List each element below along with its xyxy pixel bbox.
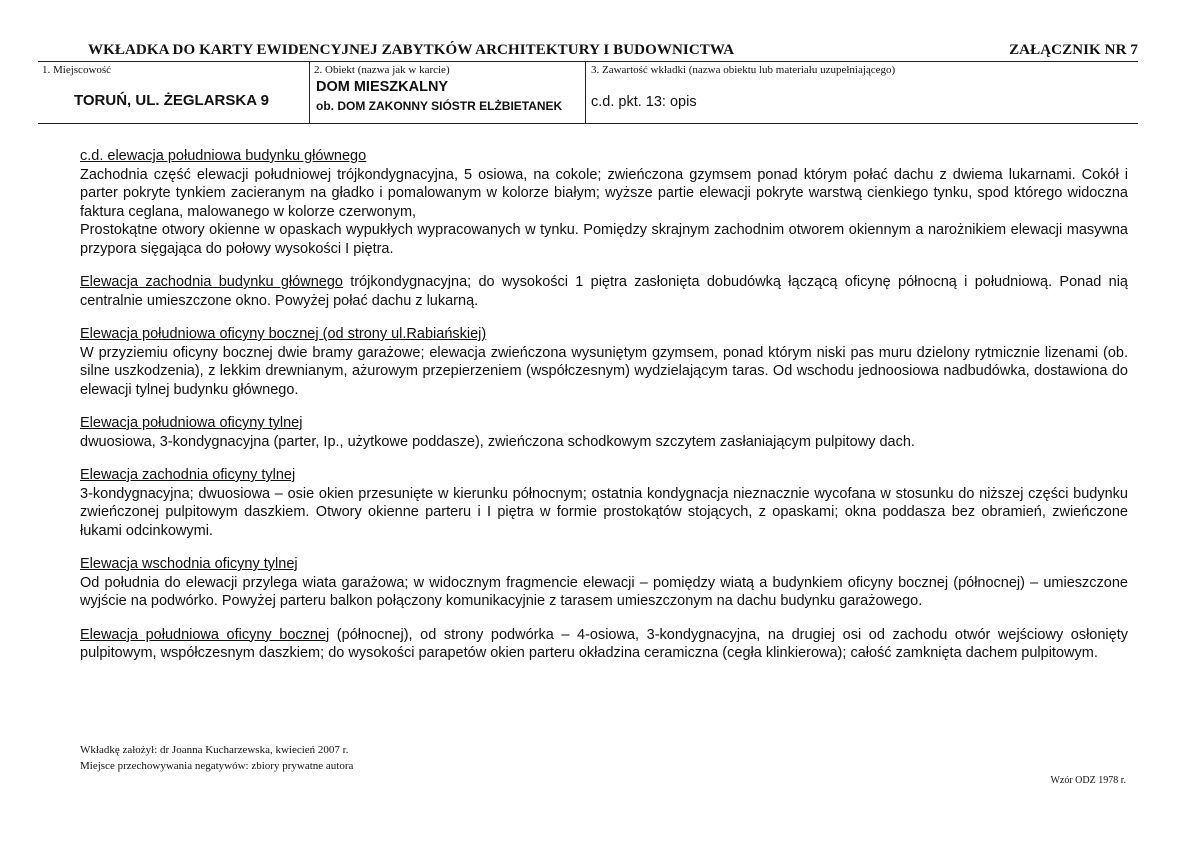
paragraph: (północnej), od strony podwórka – 4-osiowa, 3-kondygnacyjna, na drugiej osi od zachodu otwór wejściowy osłonięty pulpitowym, współczesnym daszkiem; do wysokości parapetów okien parteru okładzina ceramiczna (cegła klinkierowa); całość zamknięta dachem pulpitowym.	[80, 626, 1128, 661]
object-value-line-2: ob. DOM ZAKONNY SIÓSTR ELŻBIETANEK	[316, 99, 563, 113]
location-value: TORUŃ, UL. ŻEGLARSKA 9	[74, 92, 270, 109]
section-south-side-wing	[80, 325, 1128, 399]
paragraph: Prostokątne otwory okienne w opaskach wypukłych wypracowanych w tynku. Pomiędzy skrajnym zachodnim otworem okiennym a narożnikiem elewacji masywna przypora sięgająca do połowy wysokości I piętra.	[80, 222, 1128, 257]
contents-label: 3. Zawartość wkładki (nazwa obiektu lub materiału uzupełniającego)	[591, 64, 896, 76]
location-label: 1. Miejscowość	[42, 64, 112, 76]
template-note: Wzór ODZ 1978 r.	[1050, 775, 1126, 786]
section-heading: Elewacja południowa oficyny tylnej	[80, 415, 303, 431]
section-west-rear-wing	[80, 466, 1128, 540]
section-heading: Elewacja południowa oficyny bocznej (od strony ul.Rabiańskiej)	[80, 326, 487, 342]
section-heading: Elewacja zachodnia oficyny tylnej	[80, 467, 296, 483]
paragraph: trójkondygnacyjna; do wysokości 1 piętra zasłonięta dobudówką łączącą oficynę północną i południową. Ponad nią centralnie umieszczone okno. Powyżej połać dachu z lukarną.	[80, 274, 1128, 309]
table-top-line	[38, 61, 1138, 62]
section-south-rear-wing	[80, 414, 1128, 451]
table-bottom-line	[38, 123, 1138, 124]
section-heading: Elewacja zachodnia budynku głównego	[80, 274, 343, 290]
section-west-main	[80, 273, 1128, 310]
paragraph: W przyziemiu oficyny bocznej dwie bramy garażowe; elewacja zwieńczona wysuniętym gzymsem, ponad którym niski pas muru dzielony rytmicznie lizenami (ob. silne uszkodzenia), z lekkim drewnianym, ażurowym przepierzeniem (współczesnym) wydzielającym taras. Od wschodu jednoosiowa nadbudówka, dostawiona do elewacji tylnej budynku głównego.	[80, 344, 1128, 398]
page-title	[88, 42, 1138, 59]
attachment-number: ZAŁĄCZNIK NR 7	[1009, 42, 1138, 58]
contents-value: c.d. pkt. 13: opis	[591, 94, 697, 110]
negatives-storage-note: Miejsce przechowywania negatywów: zbiory prywatne autora	[80, 760, 354, 772]
table-divider-2	[585, 61, 586, 123]
section-east-rear-wing	[80, 555, 1128, 611]
section-heading: Elewacja południowa oficyny bocznej	[80, 626, 330, 643]
paragraph: 3-kondygnacyjna; dwuosiowa – osie okien przesunięte w kierunku północnym; ostatnia kondygnacja nieznacznie wycofana w stosunku do niższej części budynku zwieńczonej pulpitowym daszkiem. Otwory okienne parteru i I piętra w formie prostokątów stojących, z opaskami; okna poddasza bez obramień, zwieńczone łukami odcinkowymi.	[80, 485, 1128, 539]
paragraph: dwuosiowa, 3-kondygnacyjna (parter, Ip., użytkowe poddasze), zwieńczona schodkowym szczytem zasłaniającym pulpitowy dach.	[80, 433, 915, 450]
description-content	[80, 147, 1128, 678]
document-title: WKŁADKA DO KARTY EWIDENCYJNEJ ZABYTKÓW ARCHITEKTURY I BUDOWNICTWA	[88, 42, 735, 58]
section-south-main	[80, 147, 1128, 258]
paragraph: Od południa do elewacji przylega wiata garażowa; w widocznym fragmencie elewacji – pomiędzy wiatą a budynkiem oficyny bocznej (północnej) – umieszczone wyjście na podwórko. Powyżej parteru balkon połączony komunikacyjnie z tarasem umieszczonym na dachu budynku garażowego.	[80, 574, 1128, 609]
paragraph: Zachodnia część elewacji południowej trójkondygnacyjna, 5 osiowa, na cokole; zwieńczona gzymsem ponad którym połać dachu z dwiema lukarnami. Cokół i parter pokryte tynkiem zacieranym na gładko i pomalowanym w kolorze białym; wyższe partie elewacji pokryte warstwą cienkiego tynku, spod którego widoczna faktura ceglana, malowanego w kolorze czerwonym,	[80, 166, 1128, 220]
author-note: Wkładkę założył: dr Joanna Kucharzewska, kwiecień 2007 r.	[80, 744, 349, 756]
table-divider-1	[309, 61, 310, 123]
section-heading: Elewacja wschodnia oficyny tylnej	[80, 556, 298, 572]
object-value-line-1: DOM MIESZKALNY	[316, 79, 449, 95]
section-heading: c.d. elewacja południowa budynku głównego	[80, 148, 367, 164]
section-south-side-wing-north	[80, 626, 1128, 663]
object-label: 2. Obiekt (nazwa jak w karcie)	[314, 64, 450, 76]
